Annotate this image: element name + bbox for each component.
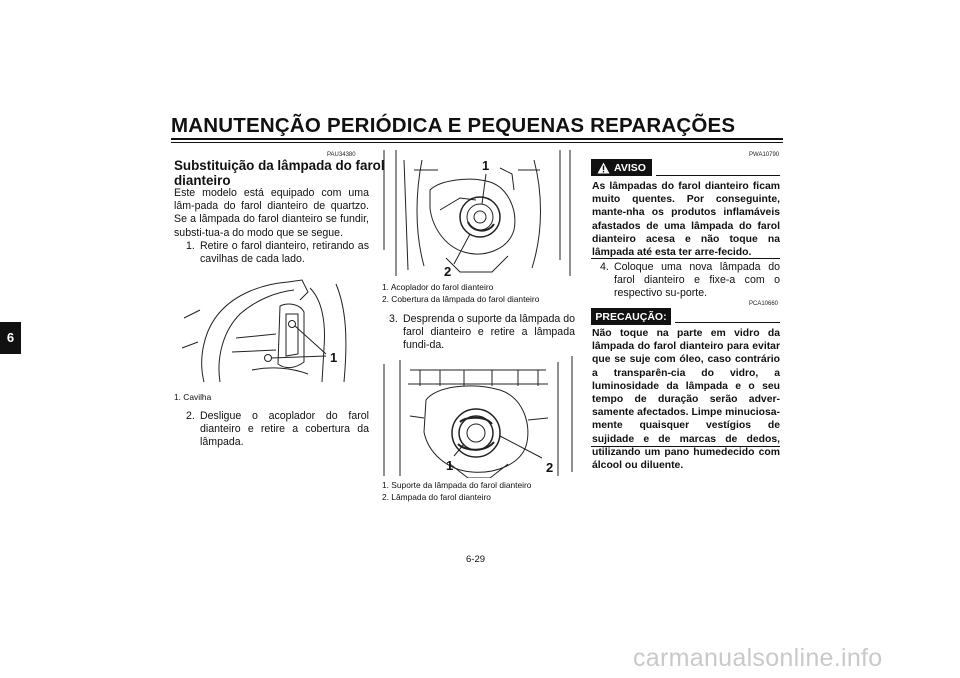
fig2-callout-1: 1 — [482, 158, 490, 173]
step-1-number: 1. — [186, 240, 195, 252]
figure-headlight-bolts — [176, 278, 370, 386]
fig3-caption-2: 2. Lâmpada do farol dianteiro — [382, 492, 491, 502]
chapter-tab: 6 — [0, 322, 21, 354]
caution-header-rule — [675, 322, 780, 323]
step-2-text: Desligue o acoplador do farol dianteiro e retire a cobertura da lâmpada. — [200, 410, 369, 449]
caution-text: Não toque na parte em vidro da lâmpada do farol dianteiro para evitar que se suje com óleo, caso contrário a transparên-cia do vidro, a luminosidade da lâmpada e o seu tempo de duração serão adver-samente afectados. Limpe minuciosa-mente quaisquer vestígios de sujidade e de marcas de dedos, utilizando um pano humedecido com álcool ou diluente. — [592, 328, 780, 472]
figure-bulb-holder — [380, 356, 576, 478]
title-rule-thick — [171, 138, 783, 140]
heading-line-2: dianteiro — [174, 172, 231, 188]
step-3 — [389, 313, 575, 353]
title-rule-thin — [171, 142, 783, 143]
warning-badge — [591, 159, 652, 176]
page-title: MANUTENÇÃO PERIÓDICA E PEQUENAS REPARAÇÕES — [171, 114, 736, 137]
fig1-caption: 1. Cavilha — [174, 392, 212, 402]
figure-headlight-coupler — [380, 150, 576, 280]
step-4 — [600, 261, 780, 301]
step-2 — [186, 410, 369, 450]
step-4-number: 4. — [600, 261, 609, 273]
intro-paragraph: Este modelo está equipado com uma lâm-pada do farol dianteiro de quartzo. Se a lâmpada do farol dianteiro se fundir, substi-tua-a do modo que se segue. — [174, 187, 369, 239]
fig3-callout-2: 2 — [546, 460, 554, 475]
caution-label: PRECAUÇÃO: — [595, 310, 667, 323]
step-3-text: Desprenda o suporte da lâmpada do farol dianteiro e retire a lâmpada fundi-da. — [403, 313, 575, 352]
warning-triangle-icon — [597, 162, 610, 174]
fig1-callout-1: 1 — [330, 350, 338, 365]
caution-code: PCA10660 — [749, 301, 779, 307]
caution-badge — [591, 308, 671, 325]
fig3-caption-1: 1. Suporte da lâmpada do farol dianteiro — [382, 480, 532, 490]
page-number: 6-29 — [466, 554, 486, 565]
fig2-callout-2: 2 — [444, 264, 452, 279]
section-code: PAU34380 — [327, 152, 356, 158]
warning-header-rule — [656, 175, 780, 176]
fig3-callout-1: 1 — [446, 458, 454, 473]
caution-end-rule — [591, 446, 780, 447]
step-3-number: 3. — [389, 313, 398, 325]
warning-code: PWA10790 — [749, 152, 780, 158]
fig2-caption-1: 1. Acoplador do farol dianteiro — [382, 282, 494, 292]
watermark: carmanualsonline.info — [633, 644, 883, 672]
warning-label: AVISO — [614, 161, 646, 174]
warning-end-rule — [591, 258, 780, 259]
fig2-caption-2: 2. Cobertura da lâmpada do farol dianteiro — [382, 294, 540, 304]
step-1 — [186, 240, 369, 266]
step-1-text: Retire o farol dianteiro, retirando as cavilhas de cada lado. — [200, 240, 369, 266]
warning-text: As lâmpadas do farol dianteiro ficam muito quentes. Por conseguinte, mante-nha os produtos inflamáveis afastados de uma lâmpada do farol dianteiro acesa e não toque na lâmpada até esta ter arre-fecido. — [592, 181, 780, 259]
step-4-text: Coloque uma nova lâmpada do farol dianteiro e fixe-a com o respectivo su-porte. — [614, 261, 780, 300]
step-2-number: 2. — [186, 410, 195, 422]
heading-line-1: Substituição da lâmpada do farol — [174, 158, 385, 173]
section-heading — [174, 158, 385, 188]
